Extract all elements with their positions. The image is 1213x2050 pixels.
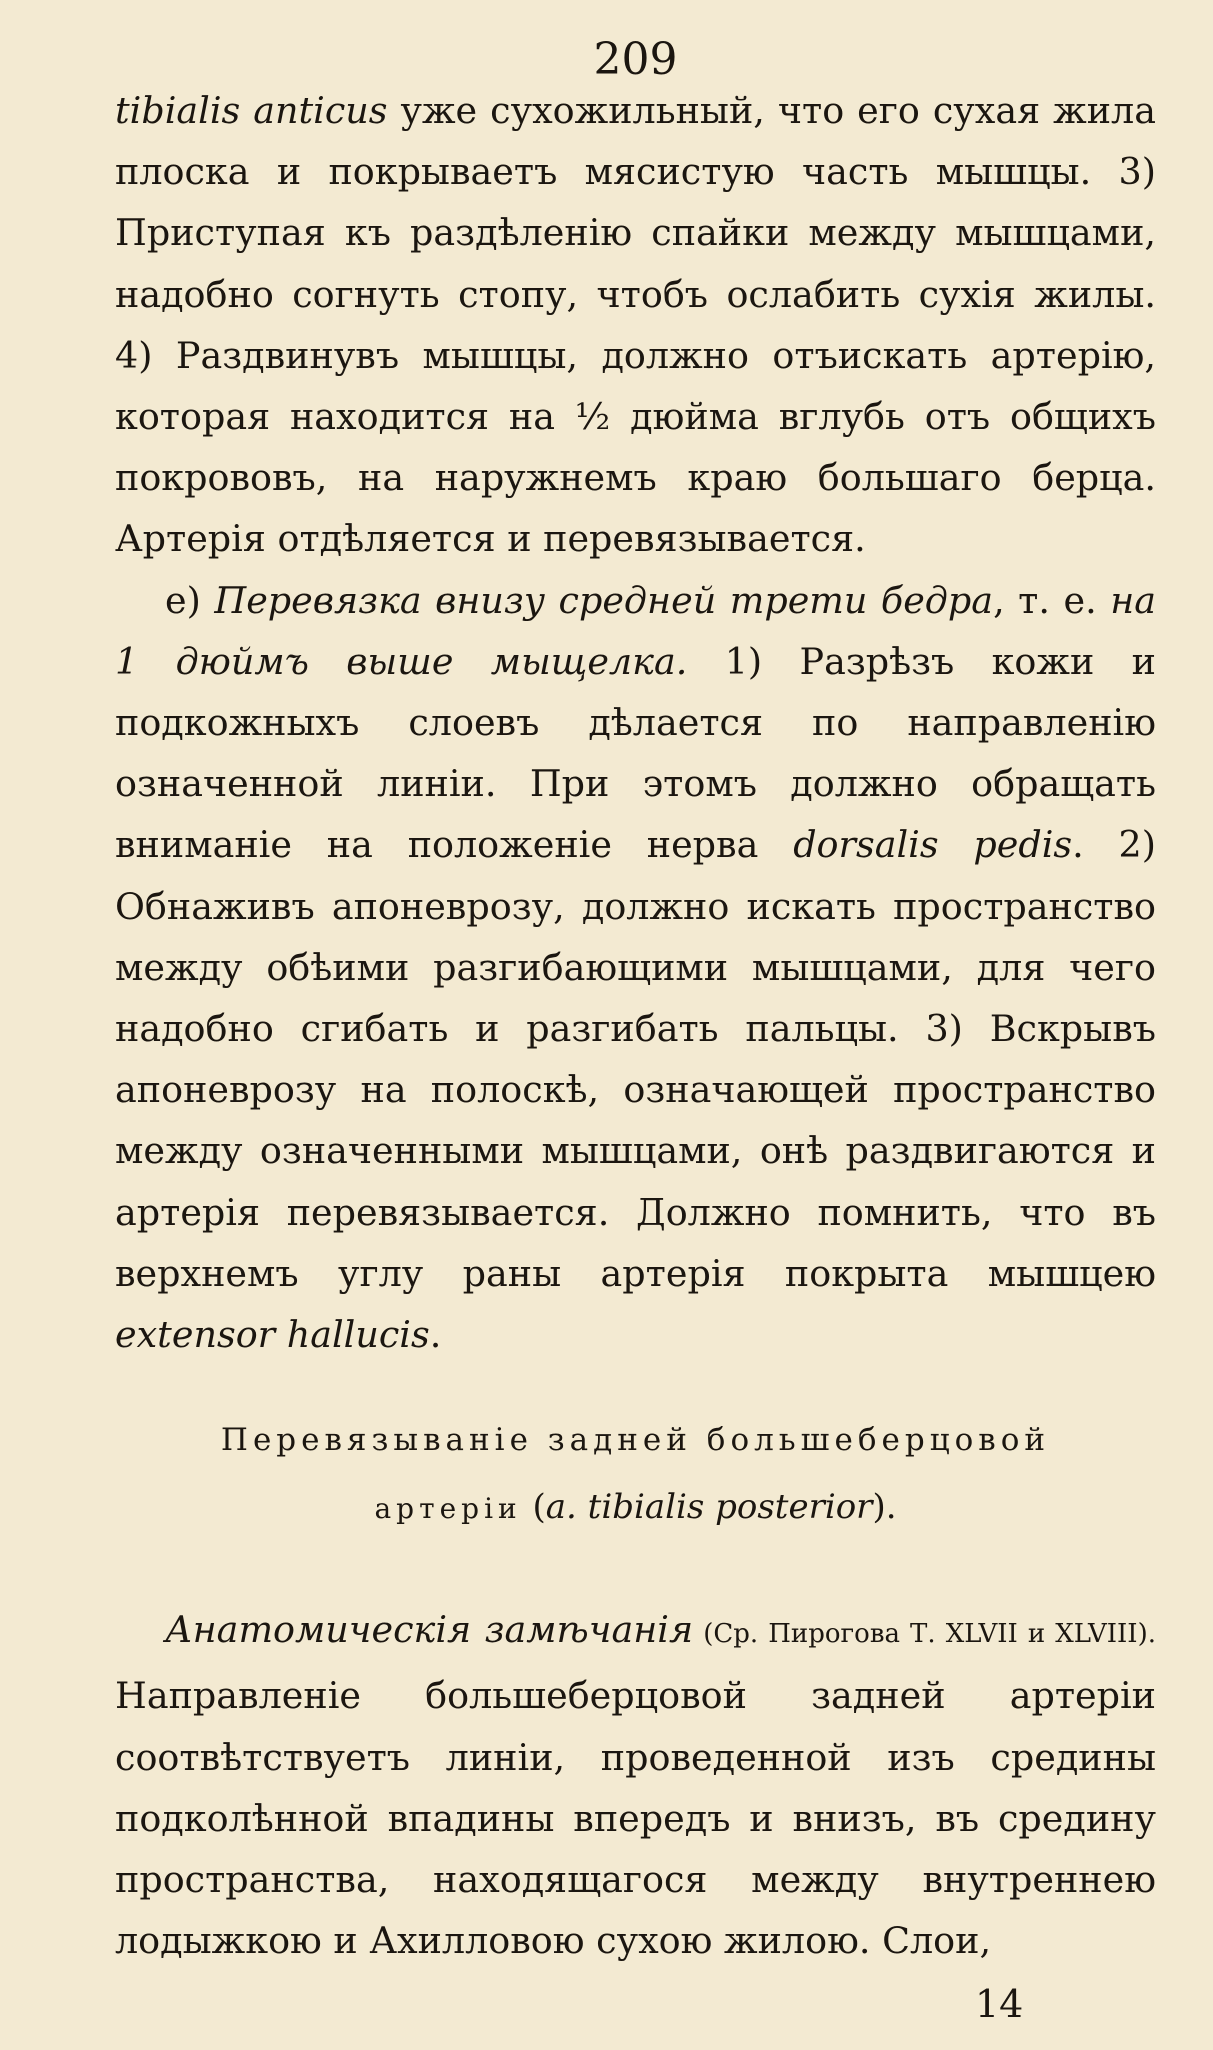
- signature-mark: 14: [975, 1982, 1024, 2026]
- fraction: ½: [574, 395, 611, 439]
- paragraph-ligation-thigh: [115, 570, 1156, 1366]
- section-title: Перевязка внизу средней трети бедра: [214, 578, 994, 622]
- paragraph-text: .: [429, 1313, 442, 1357]
- section-heading: Перевязываніе задней большеберцовой: [220, 1422, 1051, 1459]
- paragraph-tibialis-anticus: [115, 80, 1156, 570]
- latin-term: dorsalis pedis: [793, 823, 1073, 867]
- latin-term: tibialis anticus: [115, 89, 388, 132]
- section-heading-line-2: артеріи (a. tibialis posterior).: [374, 1487, 897, 1528]
- section-title: Анатомическія замѣчанія: [165, 1608, 694, 1652]
- section-subtitle: на 1 дюймъ выше мыщелка.: [115, 578, 1156, 683]
- reference: (Ср. Пирогова Т. XLVII и XLVIII).: [693, 1619, 1156, 1650]
- page-number: 209: [593, 34, 678, 85]
- latin-term: a. tibialis posterior: [545, 1487, 873, 1528]
- paragraph-text: дюйма вглубь отъ общихъ покрововъ, на наружнемъ краю большаго берца. Артерія отдѣляется и перевязывается.: [115, 395, 1156, 561]
- paragraph-text: Направленіе большеберцовой задней артеріи соотвѣтствуетъ линіи, проведенной изъ средины подколѣнной впадины впередъ и внизъ, въ средину пространства, находящагося между внутреннею лодыжкою и Ахилловою сухою жилою. Слои,: [115, 1674, 1156, 1963]
- latin-term: extensor hallucis: [115, 1313, 430, 1357]
- paragraph-text: , т. е.: [993, 578, 1111, 622]
- paragraph-text: 1) Разрѣзъ кожи и подкожныхъ слоевъ дѣлается по направленію означенной линіи. При этомъ должно обращать вниманіе на положеніе нерва: [115, 639, 1156, 867]
- paragraph-text: . 2) Обнаживъ апоневрозу, должно искать пространство между обѣими разгибающими мышцами, для чего надобно сгибать и разгибать пальцы. 3) Вскрывъ апоневрозу на полоскѣ, означающей пространство между означенными мышцами, онѣ раздвигаются и артерія перевязывается. Должно помнить, что въ верхнемъ углу раны артерія покрыта мышцею: [115, 823, 1156, 1295]
- item-label: е): [165, 578, 215, 622]
- paragraph-anatomical-notes: [115, 1599, 1156, 1971]
- heading-word: артеріи: [374, 1492, 522, 1526]
- paragraph-text: уже сухожильный, что его сухая жила плоска и покрываетъ мясистую часть мышцы. 3) Приступая къ раздѣленію спайки между мышцами, надобно согнуть стопу, чтобъ ослабить сухія жилы. 4) Раздвинувъ мышцы, должно отъискать артерію, которая находится на: [115, 89, 1157, 439]
